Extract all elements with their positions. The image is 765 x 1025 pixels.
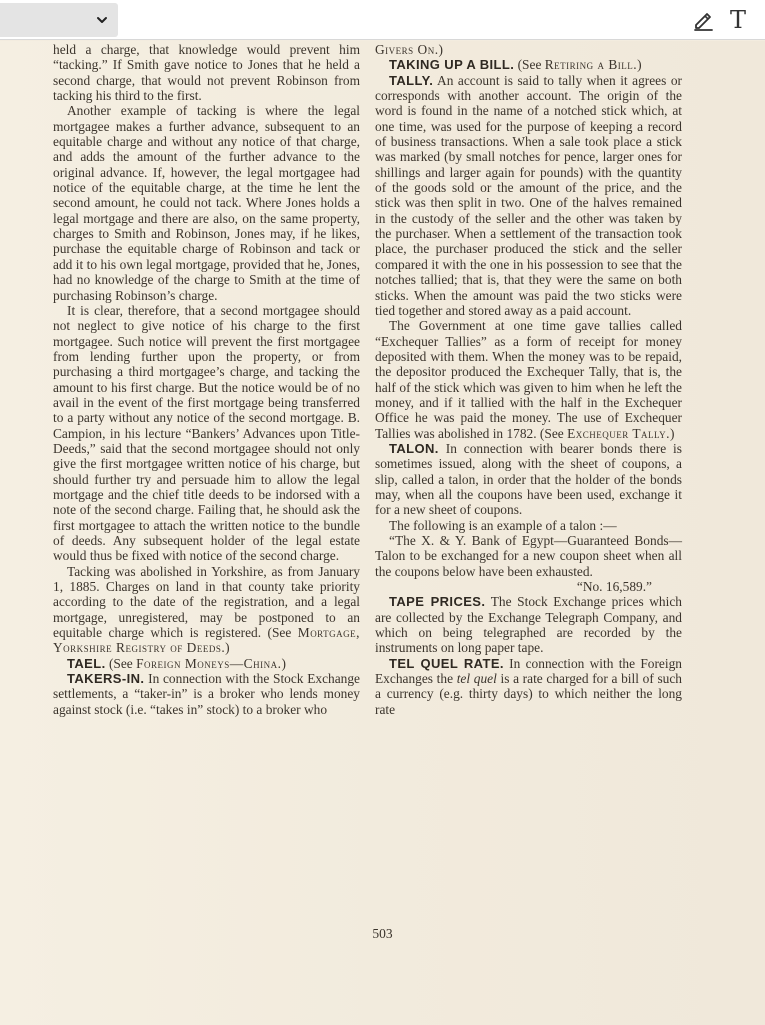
paragraph: The following is an example of a talon :— [389, 517, 617, 533]
entry-tel-quel-rate [375, 656, 682, 717]
headword: TEL QUEL RATE. [389, 655, 504, 671]
chevron-down-icon[interactable] [94, 12, 110, 28]
entry-talon [375, 441, 682, 518]
page-number: 503 [372, 926, 393, 941]
text-icon[interactable]: T [729, 6, 746, 34]
cross-reference: Mortgage, Yorkshire Registry of Deeds.) [53, 625, 360, 656]
toolbar [0, 0, 765, 40]
entry-text: An account is said to tally when it agrees or corresponds with another account. The origin of the word is found in the name of a notched stick which, at one time, was used for the purpose of keeping a record of business transactions. When a sale took place a stick was marked (by small notches for pence, larger ones for shillings and larger again for pounds) with the quantity of the goods sold or the amount of the price, and the stick was then split in two. One of the halves remained in the custody of the seller and the other was taken by the purchaser. When a settlement of the transaction took place, the purchaser produced the stick and the seller compared it with the one in his possession to see that the notches tallied; that is, that they were the same on both sticks. When the amount was paid the two sticks were tied together and stored away as a paid account. [375, 72, 682, 318]
entry-tael [53, 656, 360, 671]
continued-reference [375, 42, 682, 57]
entry-taking-up-a-bill [375, 57, 682, 72]
pen-icon[interactable] [692, 9, 714, 31]
paragraph-text: Tacking was abolished in Yorkshire, as from January 1, 1885. Charges on land in that county take priority according to the date of the registration, and a legal mortgage, unregistered, may be postponed to an equitable charge which is registered. (See [53, 563, 360, 641]
cross-reference: Foreign Moneys—China.) [136, 655, 287, 671]
right-column [375, 42, 682, 717]
entry-takers-in [53, 671, 360, 717]
entry-text: (See [514, 57, 545, 73]
headword: TAEL. [67, 655, 106, 671]
cross-reference: Exchequer Tally.) [567, 425, 675, 441]
quotation: “The X. & Y. Bank of Egypt—Guaranteed Bonds—Talon to be exchanged for a new coupon sheet when all the coupons below have been exhausted. [375, 533, 682, 579]
entry-tally [375, 73, 682, 319]
entry-text: In connection with the Stock Exchange settlements, a “taker-in” is a broker who lends money against stock (i.e. “takes in” stock) to a broker who [53, 671, 360, 717]
headword: TALON. [389, 440, 439, 456]
paragraph: Another example of tacking is where the legal mortgagee makes a further advance, subsequent to an equitable charge and without any notice of that charge, and adds the amount of the further advance to the original advance. If, however, the legal mortgagee had notice of the equitable charge, at the time he lent the second amount, he could not tack. Where Jones holds a legal mortgage and there are also, on the same property, charges to Smith and Robinson, Jones may, if he likes, purchase the equitable charge of Robinson and tack or add it to his own legal mortgage, provided that he, Jones, had no knowledge of the charge to Smith at the time of purchasing Robinson’s charge. [53, 103, 360, 303]
entry-text: In connection with bearer bonds there is sometimes issued, along with the sheet of coupons, a slip, called a talon, in order that the holder of the bonds may, when all the coupons have been used, exchange it for a new sheet of coupons. [375, 440, 682, 518]
quotation-number: “No. 16,589.” [576, 579, 652, 595]
paragraph: It is clear, therefore, that a second mortgagee should not neglect to give notice of his charge to the first mortgagee. Such notice will prevent the first mortgagee from lending further upon the property, or from purchasing a third mortgagee’s charge, and tacking the amount to his first charge. But the notice would be of no avail in the event of the first mortgage being transferred to a party without any notice of the second mortgage. B. Campion, in his lecture “Bankers’ Advances upon Title-Deeds,” said that the second mortgagee should not only give the first mortgagee written notice of his charge, but should further try and persuade him to allow the legal mortgage and the chief title deeds to be indorsed with a note of the second charge. Failing that, he should ask the first mortgagee to attach the written notice to the bundle of deeds. Any subsequent holder of the legal estate would thus be fixed with notice of the second charge. [53, 302, 360, 564]
document-page [0, 41, 765, 1025]
entry-tape-prices [375, 594, 682, 655]
cross-reference: Givers On.) [375, 42, 444, 57]
entry-text: In connection with the Foreign Exchanges the [375, 655, 682, 687]
headword: TAKERS-IN. [67, 671, 145, 687]
view-select-dropdown[interactable] [0, 3, 118, 37]
entry-text: (See [105, 655, 137, 671]
headword: TAPE PRICES. [389, 594, 486, 610]
paragraph-text: The Government at one time gave tallies called “Exchequer Tallies” as a form of receipt for money deposited with them. When the money was to be repaid, the depositor produced the Exchequer Tally, that is, the half of the stick which was given to him when he left the money, and if it tallied with the half in the Exchequer Office he was paid the money. The use of Exchequer Tallies was abolished in 1782. (See [375, 318, 682, 441]
paragraph: held a charge, that knowledge would prevent him “tacking.” If Smith gave notice to Jones that he held a second charge, that would not prevent Robinson from tacking his third to the first. [53, 42, 360, 104]
paragraph [375, 318, 682, 441]
entry-text: The Stock Exchange prices which are collected by the Exchange Telegraph Company, and which on being telegraphed are recorded by the instruments on long paper tape. [375, 594, 682, 656]
paragraph [53, 564, 360, 656]
entry-text: is a rate charged for a bill of such a currency (e.g. thirty days) to which neither the long rate [375, 671, 682, 717]
italic-term: tel quel [456, 671, 497, 687]
cross-reference: Retiring a Bill.) [544, 57, 643, 73]
left-column [53, 42, 360, 717]
headword: TAKING UP A BILL. [389, 57, 515, 73]
headword: TALLY. [389, 72, 434, 88]
